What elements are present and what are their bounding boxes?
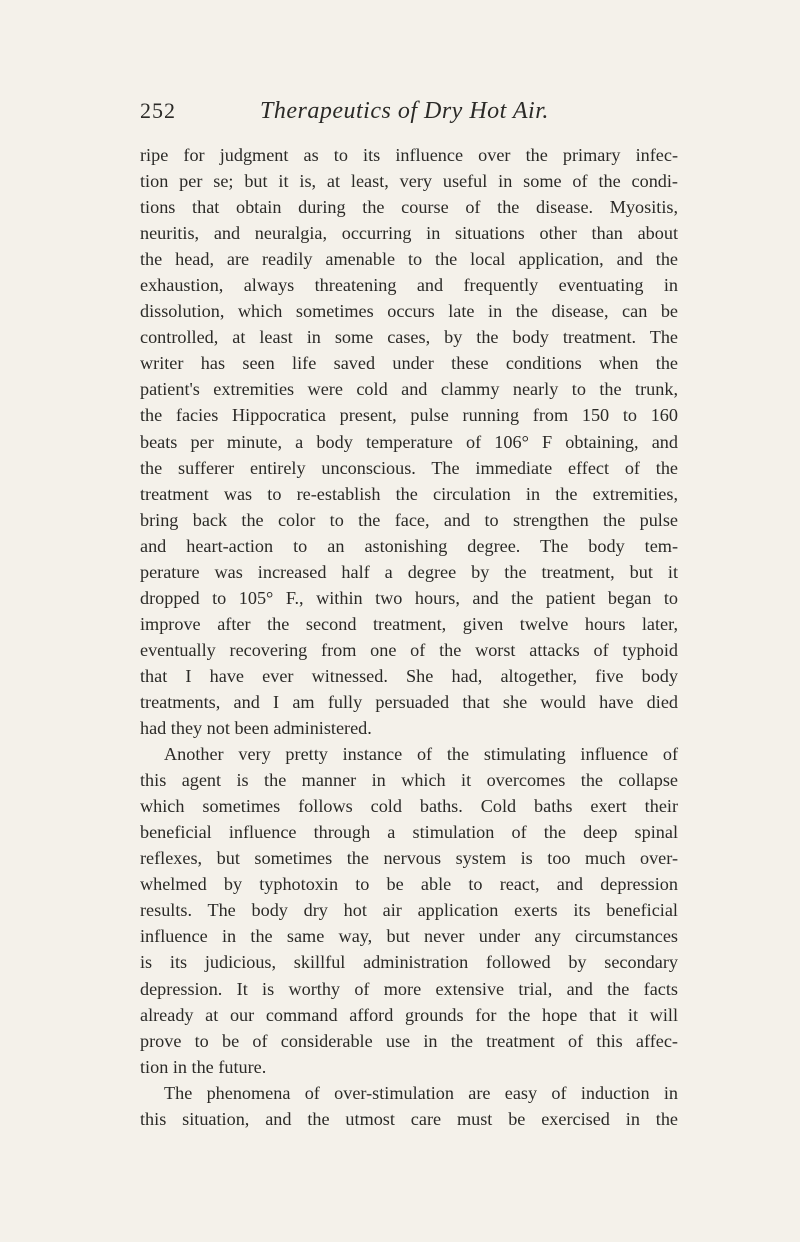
running-head <box>140 98 700 128</box>
text-line: tions that obtain during the course of the disease. Myositis, <box>140 197 678 218</box>
text-line: treatments, and I am fully persuaded that she would have died <box>140 691 678 712</box>
text-line: the sufferer entirely unconscious. The immediate effect of the <box>140 457 678 478</box>
text-line: this situation, and the utmost care must be exercised in the <box>140 1108 678 1129</box>
text-line: tion per se; but it is, at least, very useful in some of the condi- <box>140 171 678 192</box>
text-line: Another very pretty instance of the stimulating influence of <box>164 744 678 765</box>
text-line: prove to be of considerable use in the treatment of this affec- <box>140 1030 678 1051</box>
text-line: exhaustion, always threatening and frequently eventuating in <box>140 275 678 296</box>
text-line: dissolution, which sometimes occurs late in the disease, can be <box>140 301 678 322</box>
text-line: tion in the future. <box>140 1056 267 1077</box>
text-line: the facies Hippocratica present, pulse running from 150 to 160 <box>140 405 678 426</box>
text-line: perature was increased half a degree by the treatment, but it <box>140 561 678 582</box>
text-line: whelmed by typhotoxin to be able to react, and depression <box>140 874 678 895</box>
text-line: is its judicious, skillful administration followed by secondary <box>140 952 678 973</box>
text-line: improve after the second treatment, given twelve hours later, <box>140 613 678 634</box>
text-line: which sometimes follows cold baths. Cold baths exert their <box>140 796 678 817</box>
text-line: eventually recovering from one of the worst attacks of typhoid <box>140 639 678 660</box>
text-line: reflexes, but sometimes the nervous system is too much over- <box>140 848 678 869</box>
text-line: influence in the same way, but never under any circumstances <box>140 926 678 947</box>
text-line: the head, are readily amenable to the local application, and the <box>140 249 678 270</box>
text-line: neuritis, and neuralgia, occurring in situations other than about <box>140 223 678 244</box>
text-line: already at our command afford grounds for the hope that it will <box>140 1004 678 1025</box>
page-number: 252 <box>140 98 176 123</box>
text-line: patient's extremities were cold and clammy nearly to the trunk, <box>140 379 678 400</box>
text-line: dropped to 105° F., within two hours, and the patient began to <box>140 587 678 608</box>
text-line: beneficial influence through a stimulation of the deep spinal <box>140 822 678 843</box>
running-title: Therapeutics of Dry Hot Air. <box>260 98 549 124</box>
text-line: that I have ever witnessed. She had, altogether, five body <box>140 665 678 686</box>
text-line: results. The body dry hot air application exerts its beneficial <box>140 900 678 921</box>
text-line: treatment was to re-establish the circulation in the extremities, <box>140 483 678 504</box>
text-line: bring back the color to the face, and to strengthen the pulse <box>140 509 678 530</box>
text-line: had they not been administered. <box>140 718 372 739</box>
text-line: writer has seen life saved under these conditions when the <box>140 353 678 374</box>
text-line: beats per minute, a body temperature of 106° F obtaining, and <box>140 431 678 452</box>
text-line: controlled, at least in some cases, by the body treatment. The <box>140 327 678 348</box>
text-line: depression. It is worthy of more extensive trial, and the facts <box>140 978 678 999</box>
body-text <box>140 142 678 1132</box>
text-line: and heart-action to an astonishing degree. The body tem- <box>140 535 678 556</box>
text-line: The phenomena of over-stimulation are easy of induction in <box>164 1082 678 1103</box>
text-line: ripe for judgment as to its influence over the primary infec- <box>140 145 678 165</box>
text-line: this agent is the manner in which it overcomes the collapse <box>140 770 678 791</box>
